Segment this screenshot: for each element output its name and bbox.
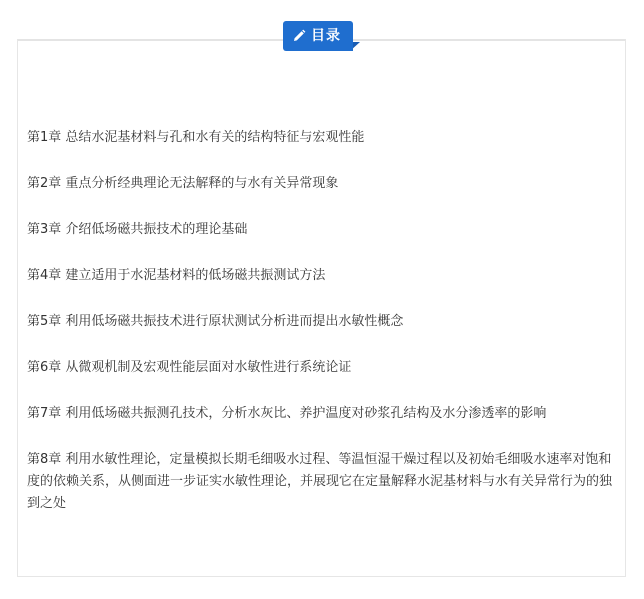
chapter-text: 介绍低场磁共振技术的理论基础: [65, 222, 248, 237]
chapter-number: 第4章: [27, 268, 62, 283]
chapter-number: 第2章: [27, 176, 62, 191]
toc-header-tab: [283, 21, 353, 51]
chapter-text: 利用低场磁共振技术进行原状测试分析进而提出水敏性概念: [65, 314, 404, 329]
chapter-item-8: [27, 449, 621, 515]
chapter-number: 第5章: [27, 314, 62, 329]
chapter-item-6: [27, 357, 621, 379]
chapter-item-3: [27, 219, 621, 241]
chapter-item-4: [27, 265, 621, 287]
chapter-text: 利用低场磁共振测孔技术，分析水灰比、养护温度对砂浆孔结构及水分渗透率的影响: [65, 406, 547, 421]
chapter-number: 第3章: [27, 222, 62, 237]
chapter-list: [27, 127, 621, 539]
chapter-item-1: [27, 127, 621, 149]
toc-title: 目录: [311, 28, 341, 44]
chapter-text: 从微观机制及宏观性能层面对水敏性进行系统论证: [65, 360, 352, 375]
chapter-text: 利用水敏性理论，定量模拟长期毛细吸水过程、等温恒湿干燥过程以及初始毛细吸水速率对饱和度的依赖关系，从侧面进一步证实水敏性理论，并展现它在定量解释水泥基材料与水有关异常行为的独到之处: [27, 452, 613, 511]
chapter-item-5: [27, 311, 621, 333]
chapter-number: 第8章: [27, 452, 62, 467]
pencil-icon: [292, 29, 306, 43]
chapter-item-7: [27, 403, 621, 425]
chapter-text: 重点分析经典理论无法解释的与水有关异常现象: [65, 176, 339, 191]
chapter-number: 第1章: [27, 130, 62, 145]
chapter-text: 总结水泥基材料与孔和水有关的结构特征与宏观性能: [65, 130, 365, 145]
chapter-item-2: [27, 173, 621, 195]
chapter-text: 建立适用于水泥基材料的低场磁共振测试方法: [65, 268, 326, 283]
chapter-number: 第7章: [27, 406, 62, 421]
chapter-number: 第6章: [27, 360, 62, 375]
